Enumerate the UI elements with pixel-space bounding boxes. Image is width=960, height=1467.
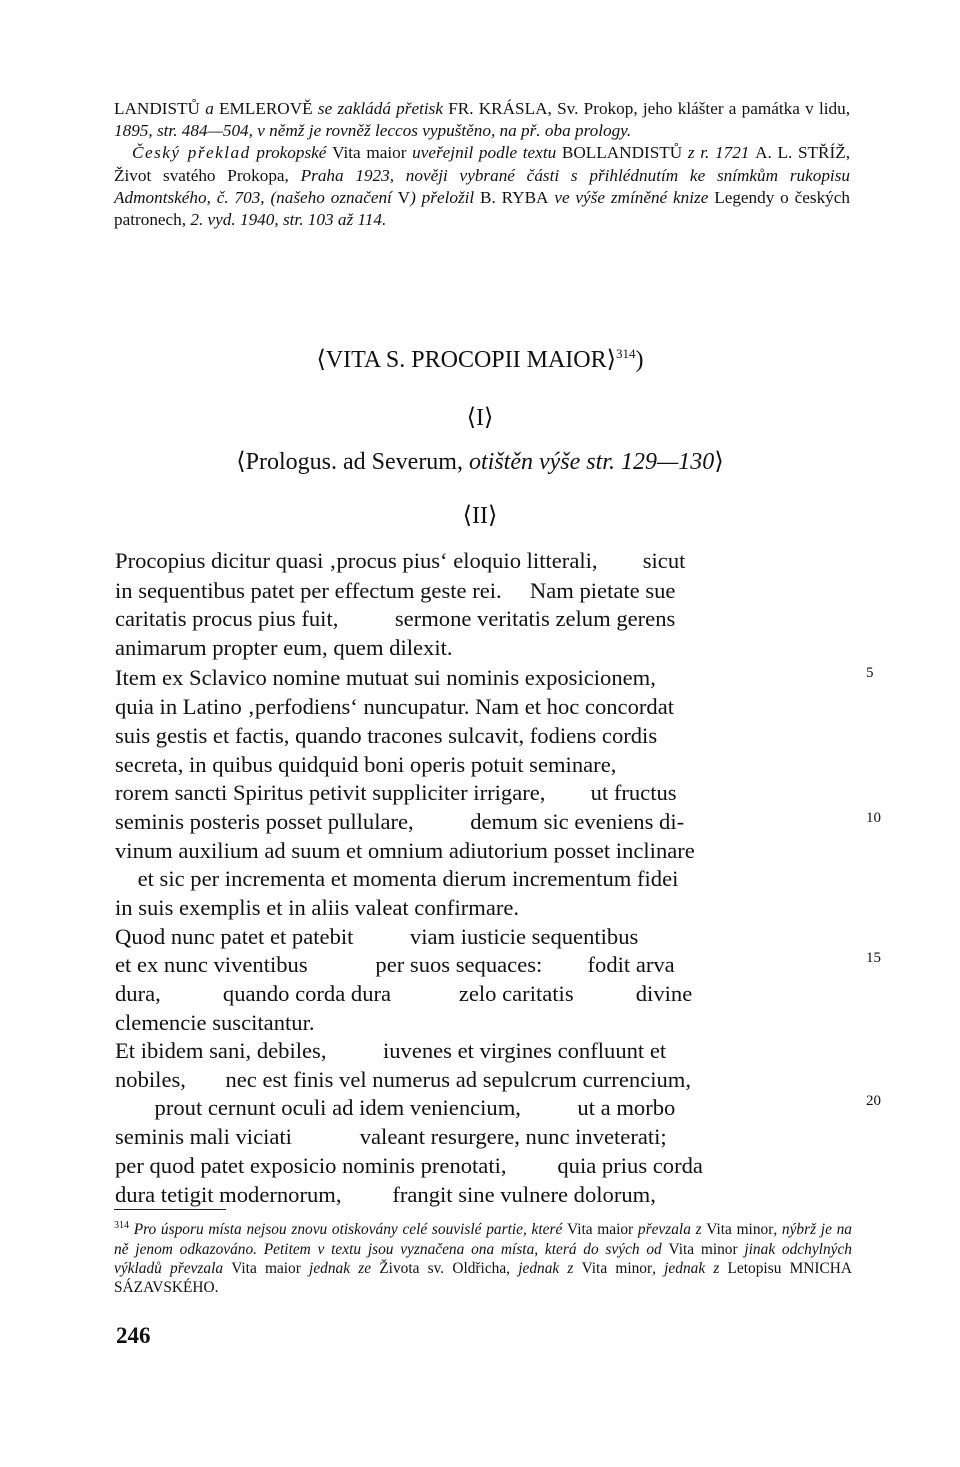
- footnote-text: Vita minor: [706, 1221, 774, 1239]
- verse-line: seminis mali viciati valeant resurgere, nunc inveterati;: [115, 1124, 667, 1149]
- footnote-text: , jednak z: [652, 1259, 728, 1277]
- footnote-number: 314: [114, 1220, 129, 1231]
- intro-text: Vita maior: [332, 143, 407, 163]
- intro-name: LANDISTŮ: [114, 99, 200, 118]
- intro-spaced-text: Český překlad: [132, 143, 251, 163]
- verse-line: rorem sancti Spiritus petivit suppliciter irrigare, ut fructus: [115, 780, 677, 805]
- intro-name: EMLEROVĚ: [219, 99, 313, 118]
- verse-line: in suis exemplis et in aliis valeat confirmare.: [115, 895, 520, 920]
- intro-text: 1895, str. 484—504, v němž je rovněž leccos vypuštěno, na př. oba prology.: [114, 121, 632, 141]
- intro-paragraph-2: [114, 142, 850, 231]
- intro-text: , Sv. Prokop, jeho klášter a památka v lidu,: [547, 99, 851, 118]
- footnote-text: Letopisu: [727, 1259, 790, 1277]
- intro-text: prokopské: [250, 143, 333, 163]
- intro-text: V: [397, 187, 411, 207]
- footnote-text: převzala z: [633, 1221, 707, 1239]
- intro-note: [114, 98, 850, 231]
- page-number: 246: [116, 1323, 151, 1348]
- verse-line: clemencie suscitantur.: [115, 1010, 315, 1035]
- verse-line: caritatis procus pius fuit, sermone veritatis zelum gerens: [115, 606, 676, 631]
- verse-line: suis gestis et factis, quando tracones sulcavit, fodiens cordis: [115, 723, 658, 748]
- footnote: [114, 1216, 852, 1298]
- intro-text: 2. vyd. 1940, str. 103 až 114.: [186, 210, 387, 230]
- verse-line: seminis posteris posset pullulare, demum sic eveniens di-: [115, 809, 685, 834]
- verse-line: et sic per incrementa et momenta dierum incrementum fidei: [115, 866, 679, 891]
- part-heading-1: ⟨I⟩: [466, 405, 494, 431]
- intro-text: , Život svatého Prokopa,: [114, 143, 850, 185]
- footnote-text: Života sv. Oldřicha,: [379, 1259, 511, 1277]
- footnote-text: MNICHA SÁZAVSKÉHO: [114, 1259, 852, 1297]
- verse-line: Quod nunc patet et patebit viam iusticie sequentibus: [115, 924, 639, 949]
- footnote-text: .: [214, 1279, 219, 1297]
- prologue-heading: [0, 447, 960, 476]
- intro-paragraph-1: [114, 98, 850, 142]
- verse-line: dura tetigit modernorum, frangit sine vulnere dolorum,: [115, 1182, 656, 1207]
- verse-line: Item ex Sclavico nomine mutuat sui nominis exposicionem,: [115, 665, 656, 690]
- footnote-text: jednak ze: [300, 1259, 380, 1277]
- part-heading-2: ⟨II⟩: [462, 503, 498, 529]
- footnote-text: Vita maior: [567, 1221, 634, 1239]
- verse-line: secreta, in quibus quidquid boni operis potuit seminare,: [115, 752, 617, 777]
- verse-line: per quod patet exposicio nominis prenotati, quia prius corda: [115, 1153, 703, 1178]
- footnote-text: jednak z: [510, 1259, 582, 1277]
- intro-text: Praha 1923, nověji vybrané části s přihlédnutím ke snímkům rukopisu Admontského, č. 703, (našeho označení: [114, 165, 850, 207]
- intro-text: a: [199, 99, 220, 118]
- line-number: 20: [866, 1093, 881, 1109]
- footnote-text: Vita minor: [581, 1259, 653, 1277]
- footnote-ref: 314: [616, 346, 636, 361]
- footnote-text: Vita minor: [668, 1240, 738, 1258]
- prologue-heading-text: ⟨Prologus. ad Severum,: [236, 449, 469, 475]
- vita-title-text: ⟨VITA S. PROCOPII MAIOR⟩: [316, 347, 616, 373]
- vita-title: [0, 345, 960, 374]
- intro-name: B. RYBA: [480, 187, 549, 207]
- intro-name: FR. KRÁSLA: [448, 99, 548, 118]
- verse-line: Procopius dicitur quasi ‚procus pius‘ eloquio litterali, sicut: [115, 548, 686, 573]
- intro-text: ) přeložil: [410, 187, 481, 207]
- verse-line: vinum auxilium ad suum et omnium adiutorium posset inclinare: [115, 838, 695, 863]
- footnote-text: Pro úsporu místa nejsou znovu otiskovány celé souvislé partie, které: [129, 1221, 567, 1239]
- verse-line: animarum propter eum, quem dilexit.: [115, 635, 453, 660]
- verse-line: prout cernunt oculi ad idem veniencium, ut a morbo: [115, 1095, 676, 1120]
- vita-title-paren: ): [635, 347, 644, 373]
- prologue-heading-close: ⟩: [714, 449, 724, 475]
- prologue-heading-ref: otištěn výše str. 129—130: [468, 449, 715, 475]
- verse-line: et ex nunc viventibus per suos sequaces: fodit arva: [115, 952, 675, 977]
- line-number: 15: [866, 950, 881, 966]
- line-number: 5: [866, 665, 874, 681]
- verse-line: nobiles, nec est finis vel numerus ad sepulcrum currencium,: [115, 1067, 691, 1092]
- footnote-divider: [114, 1209, 226, 1210]
- verse-line: Et ibidem sani, debiles, iuvenes et virgines confluunt et: [115, 1038, 667, 1063]
- intro-text: se zakládá přetisk: [312, 99, 449, 118]
- intro-text: Legendy o českých patronech,: [114, 187, 850, 230]
- footnote-text: jinak odchylných výkladů převzala: [114, 1240, 852, 1277]
- line-number: 10: [866, 810, 881, 826]
- intro-name: A. L. STŘÍŽ: [755, 143, 846, 163]
- verse-line: dura, quando corda dura zelo caritatis divine: [115, 981, 693, 1006]
- footnote-text: Vita maior: [231, 1259, 301, 1277]
- intro-text: ve výše zmíněné knize: [548, 187, 715, 207]
- intro-text: uveřejnil podle textu: [406, 143, 562, 163]
- intro-text: z r. 1721: [682, 143, 756, 163]
- verse-line: in sequentibus patet per effectum geste rei. Nam pietate sue: [115, 578, 676, 603]
- footnote-text: , nýbrž je na ně jenom odkazováno. Petitem v textu jsou vyznačena ona místa, která do svých od: [114, 1221, 853, 1258]
- intro-name: BOLLANDISTŮ: [561, 143, 683, 163]
- verse-line: quia in Latino ‚perfodiens‘ nuncupatur. Nam et hoc concordat: [115, 694, 675, 719]
